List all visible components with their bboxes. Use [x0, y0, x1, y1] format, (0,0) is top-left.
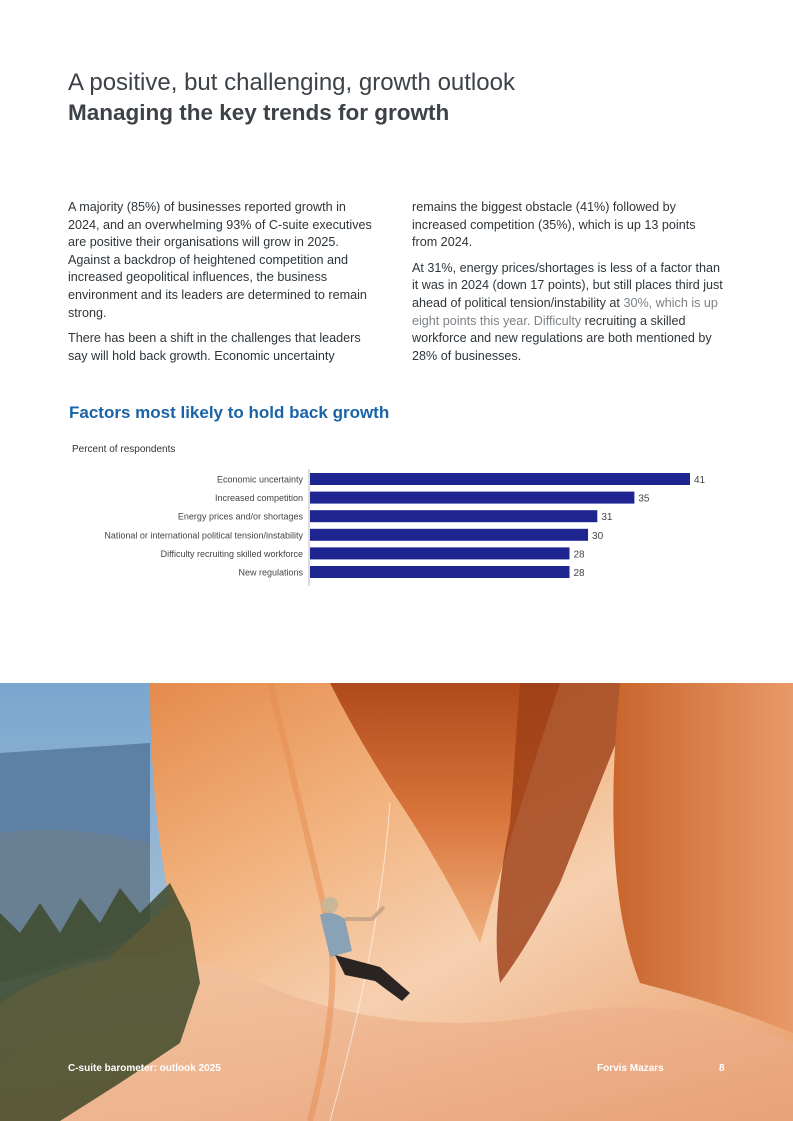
body-column-left [68, 199, 380, 373]
paragraph-challenges: There has been a shift in the challenges that leaders say will hold back growth. Economic uncertainty [68, 331, 361, 363]
chart-subtitle: Percent of respondents [72, 444, 176, 455]
data-label: 41 [694, 475, 706, 486]
paragraph-growth: A majority (85%) of businesses reported growth in 2024, and an overwhelming 93% of C-suite executives are positive their organisations will grow in 2025. Against a backdrop of heightened competition and increased geopolitical influences, the business environment and its leaders are determined to remain strong. [68, 200, 372, 320]
data-label: 35 [638, 493, 650, 505]
bar [310, 492, 634, 504]
footer-publication: C-suite barometer: outlook 2025 [68, 1063, 221, 1074]
climber-photo [0, 683, 793, 1121]
bar-chart-svg [0, 466, 793, 586]
paragraph-obstacles: remains the biggest obstacle (41%) followed by increased competition (35%), which is up 13 points from 2024. [412, 200, 696, 250]
body-column-right [412, 199, 724, 373]
paragraph-energy-part2: 30%, which is up eight points this year. Difficulty [412, 295, 718, 328]
category-label: Energy prices and/or shortages [177, 511, 303, 522]
footer-brand: Forvis Mazars [597, 1063, 664, 1074]
bar [310, 547, 570, 559]
category-label: National or international political tension/instability [104, 530, 303, 541]
category-label: Economic uncertainty [216, 474, 303, 485]
bar-chart [0, 466, 793, 586]
bar [310, 529, 588, 541]
page-header [68, 68, 728, 128]
bar [310, 473, 690, 485]
paragraph-energy-part1: At 31%, energy prices/shortages is less of a factor than it was in 2024 (down 17 points), but still places third just ahead of political tension/instability at [412, 260, 723, 310]
climber-photo-image [0, 683, 793, 1121]
category-label: Increased competition [214, 493, 303, 504]
category-label: New regulations [238, 567, 303, 578]
data-label: 30 [592, 530, 604, 542]
bar [310, 510, 597, 522]
page-number: 8 [719, 1063, 725, 1074]
bar [310, 566, 570, 578]
data-label: 28 [573, 568, 585, 579]
page-title: A positive, but challenging, growth outlook [68, 69, 515, 96]
paragraph-energy-part3: recruiting a skilled workforce and new regulations are both mentioned by 28% of businesses. [412, 313, 712, 363]
page-subtitle: Managing the key trends for growth [68, 100, 450, 125]
data-label: 28 [573, 549, 585, 561]
data-label: 31 [601, 512, 613, 524]
category-label: Difficulty recruiting skilled workforce [160, 548, 303, 559]
chart-title: Factors most likely to hold back growth [69, 403, 390, 422]
paragraph-energy [412, 260, 724, 366]
